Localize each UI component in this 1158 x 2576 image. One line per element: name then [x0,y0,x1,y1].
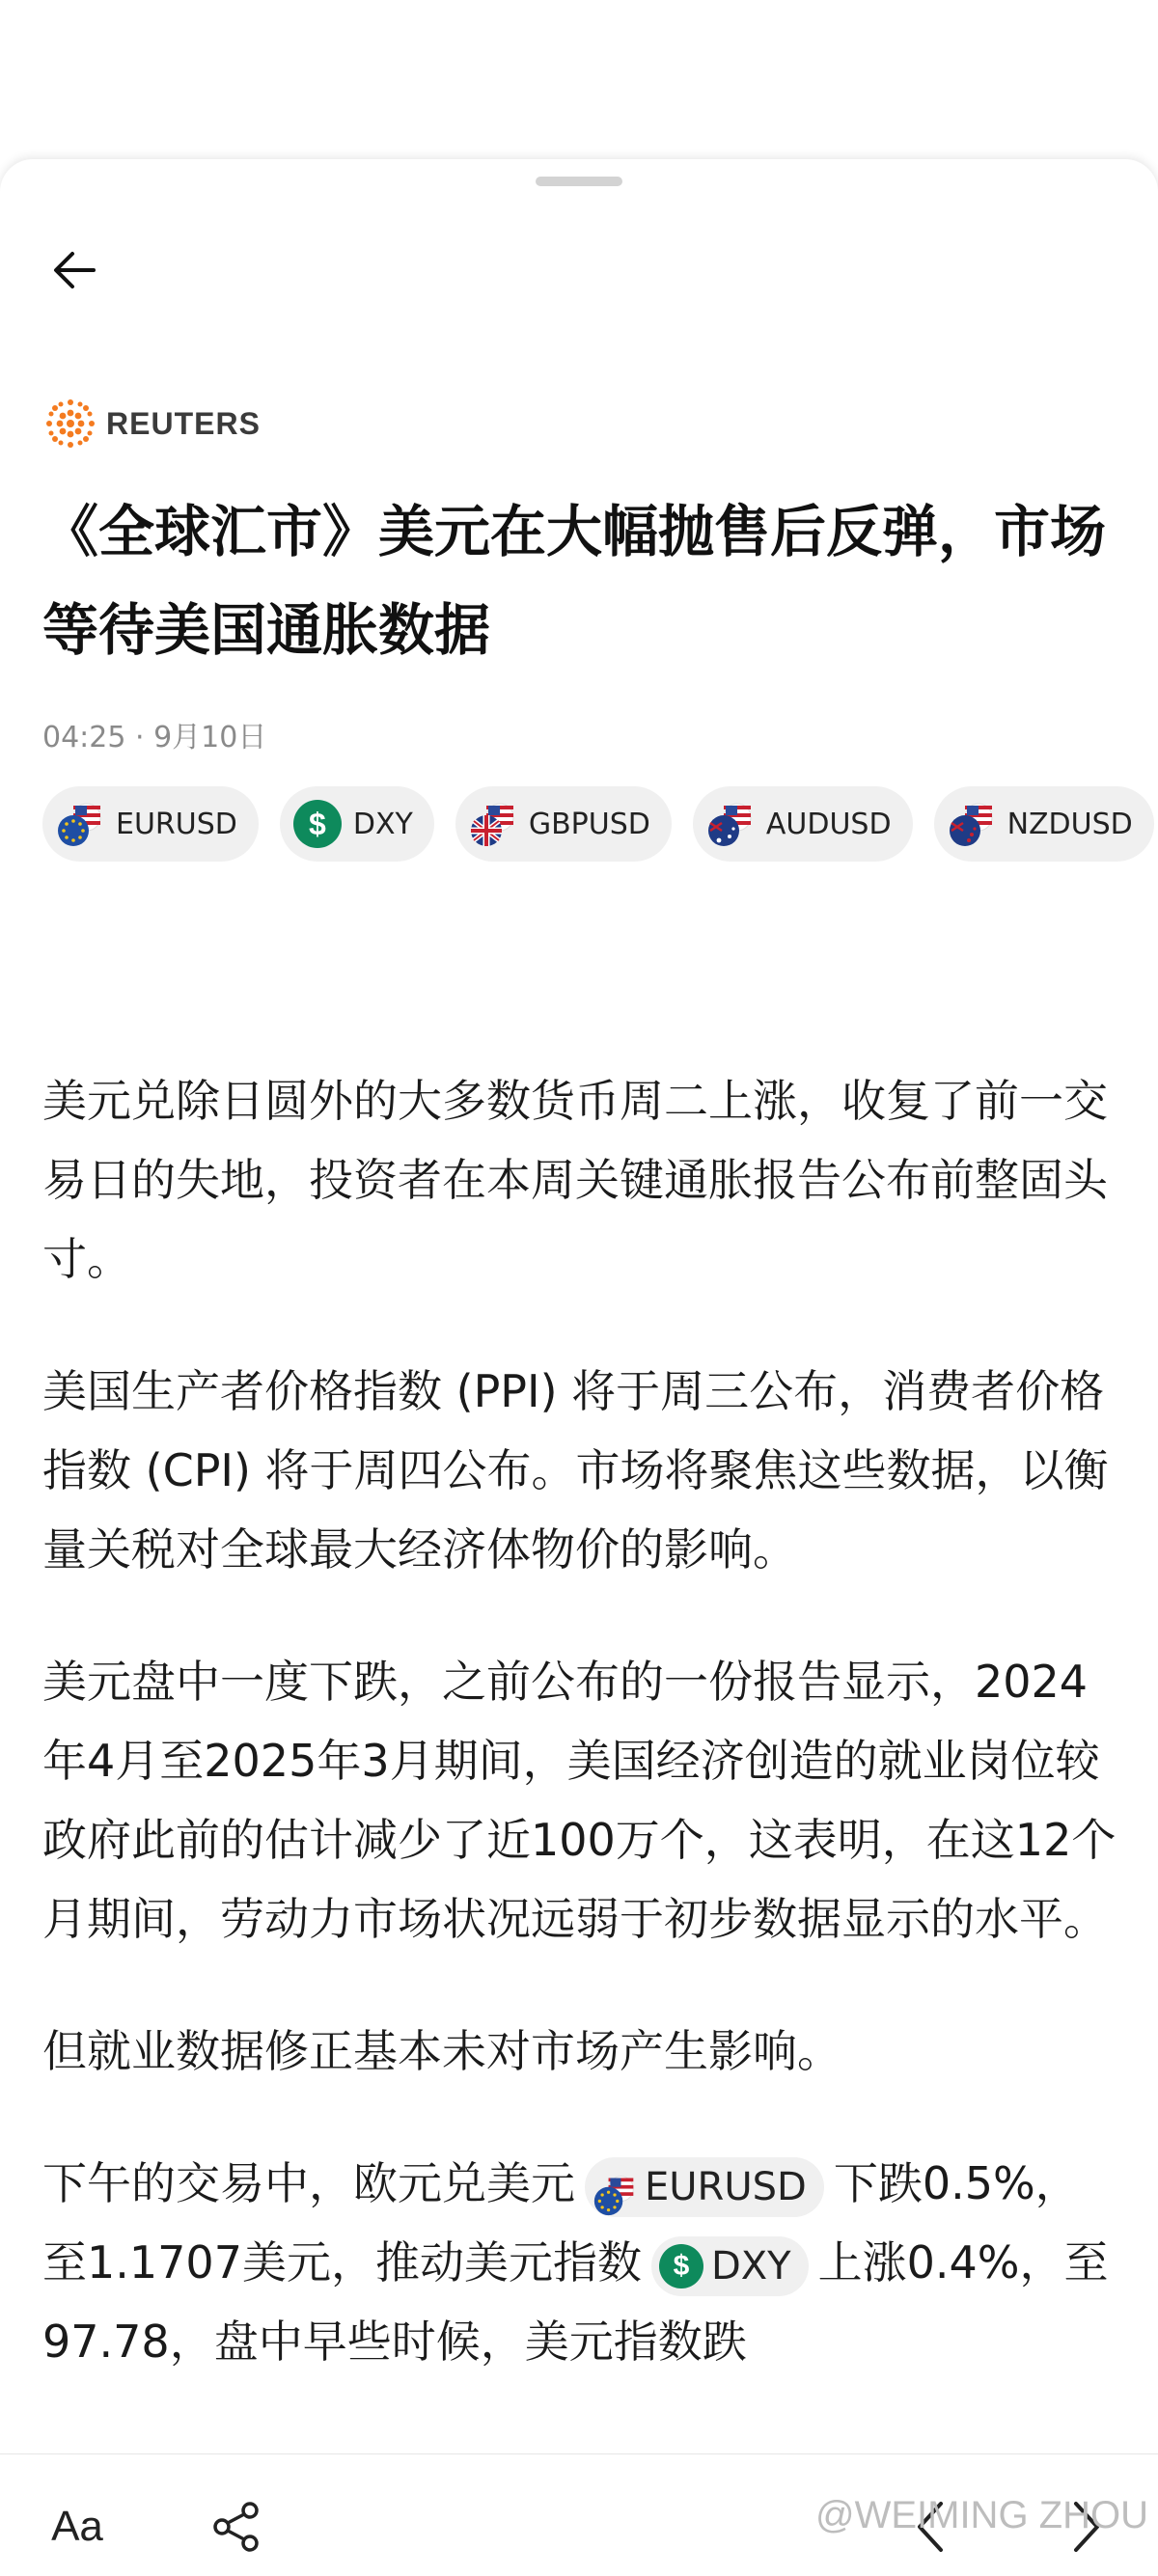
paragraph: 但就业数据修正基本未对市场产生影响。 [42,2025,841,2077]
back-arrow-icon [49,245,99,295]
dollar-icon: $ [659,2244,703,2288]
paragraph-text: 上涨0.4%，至 97.78，盘中早些时候，美元指数跌 [42,2236,1109,2368]
ticker-label: DXY [710,2243,791,2288]
article-body [42,1061,1123,2434]
ticker-chips [42,786,1158,862]
gb-us-flag-icon [469,800,517,848]
inline-ticker-eurusd[interactable] [585,2157,824,2217]
ticker-chip-eurusd[interactable] [42,786,259,862]
ticker-chip-gbpusd[interactable] [455,786,672,862]
watermark: @WEIMING ZHOU [814,2494,1148,2536]
share-icon [208,2499,264,2555]
paragraph: 美国生产者价格指数 (PPI) 将于周三公布，消费者价格指数 (CPI) 将于周四公布。市场将聚焦这些数据，以衡量关税对全球最大经济体物价的影响。 [42,1365,1109,1576]
source-name: REUTERS [106,405,261,441]
paragraph-text: 下午的交易中，欧元兑美元 [42,2157,575,2209]
font-size-button[interactable]: Aa [51,2503,103,2550]
back-button[interactable] [41,236,108,304]
inline-ticker-dxy[interactable] [651,2236,809,2296]
au-us-flag-icon [706,800,755,848]
ticker-chip-audusd[interactable] [693,786,913,862]
eu-us-flag-icon [593,2165,637,2209]
source-header[interactable] [42,396,261,452]
paragraph: 美元盘中一度下跌，之前公布的一份报告显示，2024年4月至2025年3月期间，美国经济创造的就业岗位较政府此前的估计减少了近100万个，这表明，在这12个月期间，劳动力市场状况远弱于初步数据显示的水平。 [42,1656,1117,1945]
nz-us-flag-icon [948,800,996,848]
drag-handle[interactable] [536,177,622,186]
article-timestamp: 04:25 · 9月10日 [42,721,267,754]
ticker-label: AUDUSD [765,807,892,841]
share-button[interactable] [193,2454,280,2576]
dollar-icon: $ [293,800,342,848]
eu-us-flag-icon [56,800,104,848]
paragraph-text: 下跌0.5%，至1.1707美元，推动美元指数 [42,2157,1080,2288]
ticker-label: EURUSD [645,2164,807,2209]
ticker-label: GBPUSD [528,807,650,841]
article-sheet [0,159,1158,2576]
reuters-logo-icon [42,396,98,452]
ticker-label: NZDUSD [1006,807,1133,841]
ticker-label: EURUSD [116,807,237,841]
paragraph: 美元兑除日圆外的大多数货币周二上涨，收复了前一交易日的失地，投资者在本周关键通胀报告公布前整固头寸。 [42,1075,1108,1285]
ticker-label: DXY [352,807,413,841]
paragraph [42,2144,1123,2381]
ticker-chip-dxy[interactable] [280,786,434,862]
article-title: 《全球汇市》美元在大幅抛售后反弹，市场等待美国通胀数据 [42,499,1107,663]
ticker-chip-nzdusd[interactable] [934,786,1154,862]
